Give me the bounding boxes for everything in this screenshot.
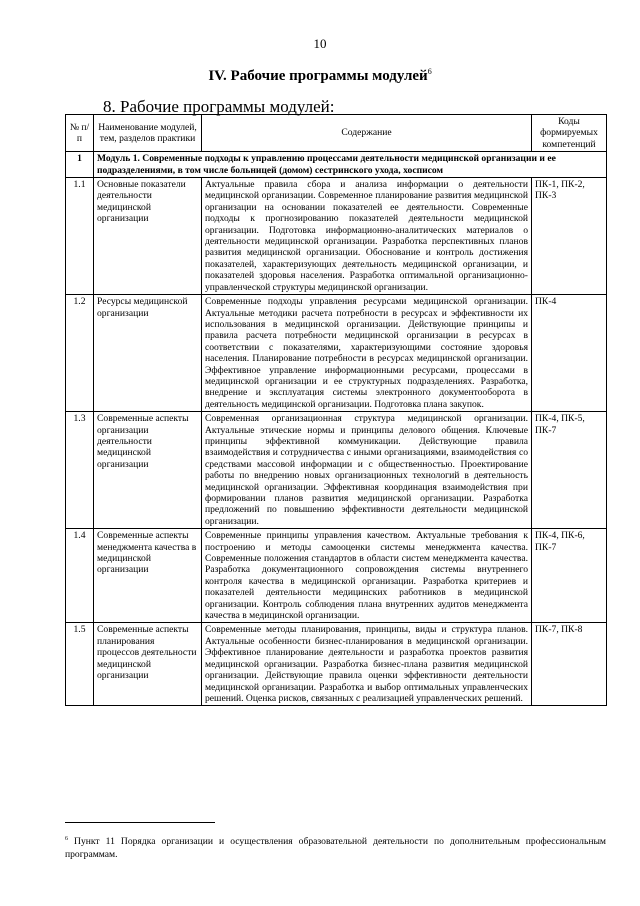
row-competencies: ПК-4 [532, 295, 607, 412]
row-competencies: ПК-7, ПК-8 [532, 623, 607, 706]
row-name: Ресурсы медицинской организации [94, 295, 202, 412]
row-content: Современные методы планирования, принципы, виды и структура планов. Актуальные особенности бизнес-планирования в медицинской организации. Эффективное планирование деятельности и разработка проектов развития медицинской организации. Разработка бизнес-плана развития медицинской организации. Действующие правила оценки эффективности деятельности медицинской организации. Разработка и выбор оптимальных управленческих решений. Оценка рисков, связанных с реализацией управленческих решений. [202, 623, 532, 706]
table-row [66, 412, 607, 529]
module-num: 1 [66, 152, 94, 178]
footnote-mark: 6 [65, 836, 68, 842]
row-competencies: ПК-4, ПК-5, ПК-7 [532, 412, 607, 529]
footnote-separator [65, 822, 215, 823]
subtitle: 8. Рабочие программы модулей: [103, 97, 335, 116]
footnote-text: Пункт 11 Порядка организации и осуществления образовательной деятельности по дополнительным профессиональным программам. [65, 836, 606, 861]
row-content: Современные подходы управления ресурсами медицинской организации. Актуальные методики расчета потребности в ресурсах и эффективности их использования в медицинской организации. Действующие принципы и правила расчета потребности медицинской организации в ресурсах в соответствии с показателями, характеризующими состояние здоровья населения. Планирование потребности в ресурсах медицинской организации. Эффективное управление информационными ресурсами, процессами в медицинской организации и ее структурных подразделениях. Разработка, внедрение и эксплуатация системы электронного документооборота в деятельность медицинской организации. Подготовка плана закупок. [202, 295, 532, 412]
table-header-row [66, 115, 607, 152]
row-content: Актуальные правила сбора и анализа информации о деятельности медицинской организации. Современное планирование развития медицинской организации на основании показателей ее деятельности. Современные подходы к прогнозированию показателей деятельности медицинской организации. Подготовка информационно-аналитических материалов о деятельности медицинской организации. Разработка перспективных планов развития медицинской организации. Обоснование и контроль достижения показателей, характеризующих деятельность медицинской организации, и показателей здоровья населения. Разработка оптимальной организационно-управленческой структуры медицинской организации. [202, 178, 532, 295]
row-content: Современные принципы управления качеством. Актуальные требования к построению и методы самооценки системы менеджмента качества. Современные положения стандартов в области систем менеджмента качества. Разработка документационного сопровождения системы внутреннего контроля качества в медицинской организации. Разработка критериев и показателей деятельности медицинских работников в медицинской организации. Контроль соблюдения плана внутренних аудитов менеджмента качества в медицинской организации. [202, 529, 532, 623]
row-competencies: ПК-1, ПК-2, ПК-3 [532, 178, 607, 295]
row-name: Современные аспекты организации деятельности медицинской организации [94, 412, 202, 529]
row-num: 1.3 [66, 412, 94, 529]
table-row [66, 295, 607, 412]
footnote [65, 833, 606, 861]
header-name: Наименование модулей, тем, разделов практики [94, 115, 202, 152]
row-num: 1.5 [66, 623, 94, 706]
row-competencies: ПК-4, ПК-6, ПК-7 [532, 529, 607, 623]
row-name: Современные аспекты планирования процессов деятельности медицинской организации [94, 623, 202, 706]
row-num: 1.2 [66, 295, 94, 412]
row-name: Основные показатели деятельности медицинской организации [94, 178, 202, 295]
row-name: Современные аспекты менеджмента качества в медицинской организации [94, 529, 202, 623]
page-number: 10 [313, 36, 327, 51]
module-title: Модуль 1. Современные подходы к управлению процессами деятельности медицинской организации и ее подразделениями, в том числе больницей (домом) сестринского ухода, хосписом [94, 152, 607, 178]
table-row [66, 178, 607, 295]
row-num: 1.1 [66, 178, 94, 295]
header-competencies: Коды формируемых компетенций [532, 115, 607, 152]
table-row [66, 529, 607, 623]
header-content: Содержание [202, 115, 532, 152]
modules-table [65, 114, 607, 706]
footnote-reference: 6 [427, 67, 432, 76]
section-title-text: IV. Рабочие программы модулей [208, 68, 428, 84]
module-row [66, 152, 607, 178]
header-num: № п/п [66, 115, 94, 152]
row-num: 1.4 [66, 529, 94, 623]
section-title [0, 67, 640, 85]
row-content: Современная организационная структура медицинской организации. Актуальные этические нормы и принципы делового общения. Ключевые принципы эффективной коммуникации. Действующие правила взаимодействия и сотрудничества с иными организациями, взаимодействия со средствами массовой информации и с общественностью. Проектирование работы по внедрению новых организационных технологий в деятельность медицинской организации. Эффективная координация взаимодействия при формировании планов развития медицинской организации. Разработка предложений по повышению эффективности деятельности медицинской организации. [202, 412, 532, 529]
table-row [66, 623, 607, 706]
